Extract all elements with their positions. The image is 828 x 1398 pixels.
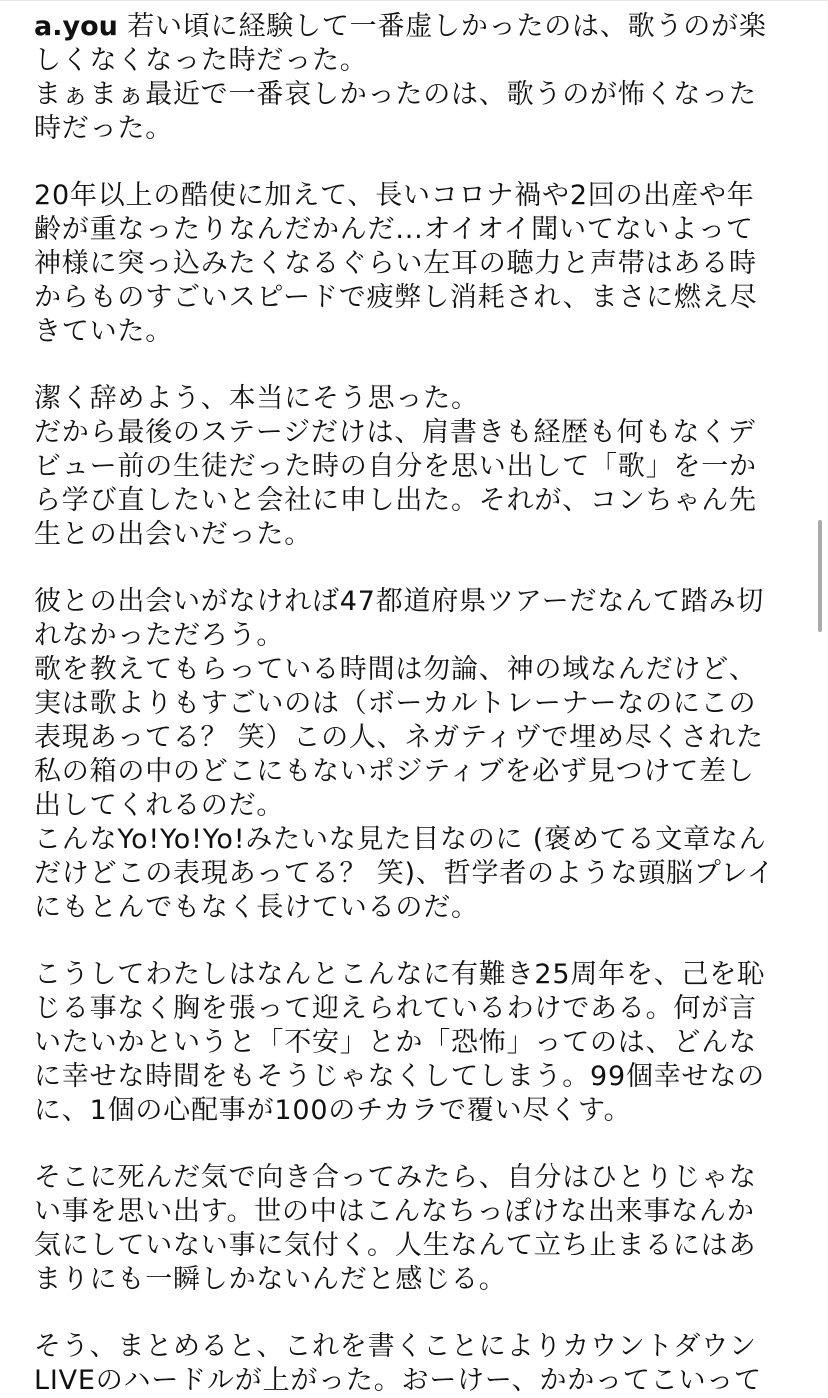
caption-text: 若い頃に経験して一番虚しかったのは、歌うのが楽 xyxy=(127,11,767,42)
caption-line: こんなYo!Yo!Yo!みたいな見た目なのに (褒めてる文章なん xyxy=(34,824,767,855)
caption-line: れなかっただろう。 xyxy=(34,620,285,651)
caption-line: ビュー前の生徒だった時の自分を思い出して「歌」を一か xyxy=(34,451,757,482)
caption-line: いたいかというと「不安」とか「恐怖」ってのは、どんな xyxy=(34,1027,757,1058)
caption-paragraph xyxy=(34,1330,794,1398)
caption-line: い事を思い出す。世の中はこんなちっぽけな出来事なんか xyxy=(34,1196,755,1227)
caption-paragraph xyxy=(34,382,794,552)
caption-paragraph xyxy=(34,179,794,349)
top-divider xyxy=(0,0,828,1)
caption-line: 歌を教えてもらっている時間は勿論、神の域なんだけど、 xyxy=(34,654,757,685)
caption-line: 実は歌よりもすごいのは（ボーカルトレーナーなのにこの xyxy=(34,688,757,719)
caption-line: 彼との出会いがなければ47都道府県ツアーだなんて踏み切 xyxy=(34,586,765,617)
caption-line: まぁまぁ最近で一番哀しかったのは、歌うのが怖くなった xyxy=(34,79,757,110)
caption-line: そう、まとめると、これを書くことによりカウントダウン xyxy=(34,1331,757,1362)
caption-line: 出してくれるのだ。 xyxy=(34,790,285,821)
caption-line: 齢が重なったりなんだかんだ...オイオイ聞いてないよって xyxy=(34,214,754,245)
caption-line: ら学び直したいと会社に申し出た。それが、コンちゃん先 xyxy=(34,485,757,516)
post-caption xyxy=(34,10,794,1396)
caption-line: に幸せな時間をもそうじゃなくしてしまう。99個幸せなの xyxy=(34,1061,765,1092)
scrollbar-thumb[interactable] xyxy=(818,520,822,632)
caption-line: そこに死んだ気で向き合ってみたら、自分はひとりじゃな xyxy=(34,1162,757,1193)
caption-line: 私の箱の中のどこにもないポジティブを必ず見つけて差し xyxy=(34,756,755,787)
caption-line: LIVEのハードルが上がった。おーけー、かかってこいって xyxy=(34,1365,762,1396)
caption-line: だから最後のステージだけは、肩書きも経歴も何もなくデ xyxy=(34,417,756,448)
caption-line: からものすごいスピードで疲弊し消耗され、まさに燃え尽 xyxy=(34,282,758,313)
caption-line: 生との出会いだった。 xyxy=(34,519,312,550)
caption-line: 潔く辞めよう、本当にそう思った。 xyxy=(34,383,479,414)
caption-line: 神様に突っ込みたくなるぐらい左耳の聴力と声帯はある時 xyxy=(34,248,757,279)
caption-line: 時だった。 xyxy=(34,113,173,144)
caption-line: 表現あってる？ 笑）この人、ネガティヴで埋め尽くされた xyxy=(34,722,764,753)
caption-line: にもとんでもなく長けているのだ。 xyxy=(34,892,479,923)
caption-paragraph xyxy=(34,1161,794,1297)
caption-paragraph xyxy=(34,10,794,146)
username-link[interactable]: a.you xyxy=(34,11,118,42)
caption-line: こうしてわたしはなんとこんなに有難き25周年を、己を恥 xyxy=(34,959,765,990)
caption-line: 気にしていない事に気付く。人生なんて立ち止まるにはあ xyxy=(34,1230,757,1261)
caption-line: きていた。 xyxy=(34,316,173,347)
caption-line: だけどこの表現あってる？ 笑)、哲学者のような頭脳プレイ xyxy=(34,858,775,889)
caption-line: に、1個の心配事が100のチカラで覆い尽くす。 xyxy=(34,1095,632,1126)
caption-paragraph xyxy=(34,958,794,1128)
caption-paragraph xyxy=(34,585,794,925)
caption-line xyxy=(34,10,794,44)
caption-line: まりにも一瞬しかないんだと感じる。 xyxy=(34,1264,507,1295)
caption-line: じる事なく胸を張って迎えられているわけである。何が言 xyxy=(34,993,757,1024)
caption-line: 20年以上の酷使に加えて、長いコロナ禍や2回の出産や年 xyxy=(34,180,755,211)
caption-line: しくなくなった時だった。 xyxy=(34,45,368,76)
